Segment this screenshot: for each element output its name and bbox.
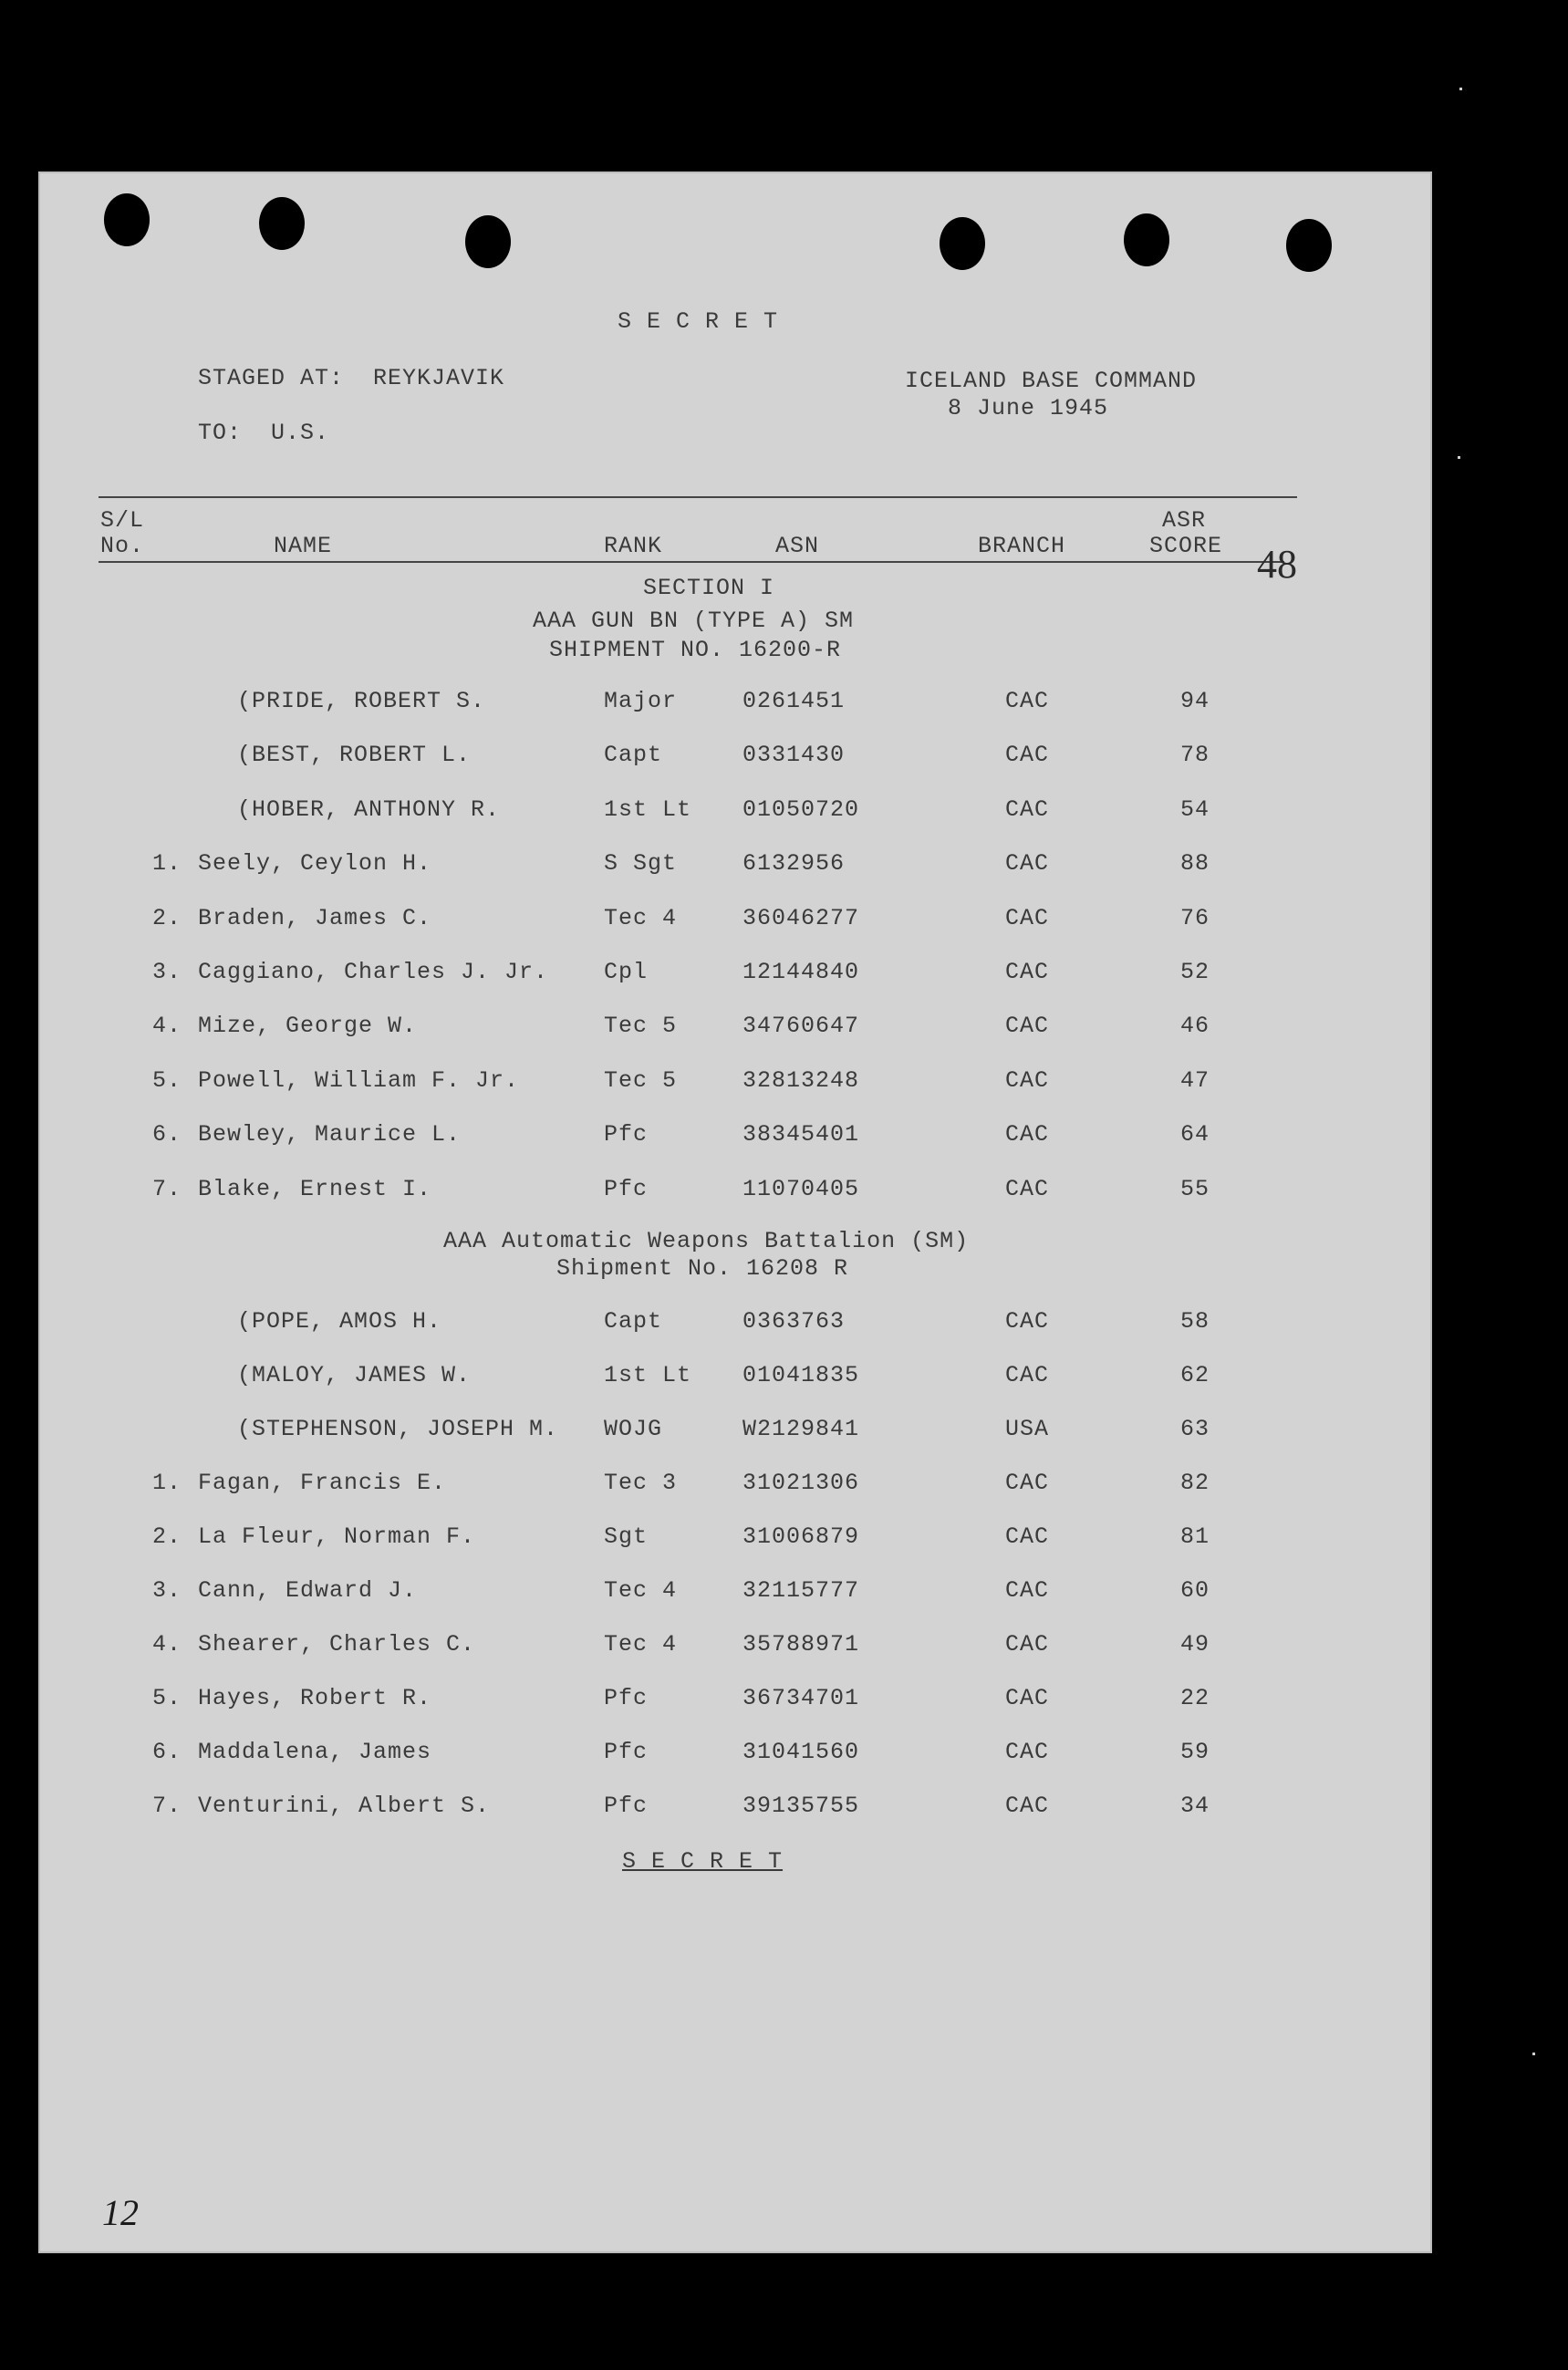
- handwritten-note: 12: [102, 2192, 139, 2233]
- table-row: [38, 1362, 1432, 1398]
- header-score: SCORE: [1149, 533, 1223, 559]
- branch: CAC: [1005, 1066, 1050, 1094]
- branch: CAC: [1005, 1739, 1050, 1765]
- film-speck: [1458, 456, 1460, 459]
- asr-score: 94: [1180, 688, 1210, 714]
- document-date: 8 June 1945: [948, 395, 1109, 421]
- rank: Tec 4: [604, 1631, 678, 1658]
- asr-score: 52: [1180, 959, 1210, 985]
- branch: CAC: [1005, 688, 1050, 714]
- branch: CAC: [1005, 959, 1050, 985]
- person-name: (MALOY, JAMES W.: [237, 1362, 472, 1388]
- person-name: (STEPHENSON, JOSEPH M.: [237, 1416, 559, 1442]
- asn: 32813248: [742, 1066, 860, 1094]
- rank: Pfc: [604, 1793, 649, 1819]
- rank: Tec 4: [604, 904, 678, 931]
- header-asn: ASN: [775, 533, 820, 559]
- person-name: (BEST, ROBERT L.: [237, 742, 472, 769]
- classification-top: S E C R E T: [618, 308, 779, 335]
- table-row: [38, 1631, 1432, 1668]
- table-row: [38, 1739, 1432, 1775]
- person-name: Shearer, Charles C.: [198, 1631, 476, 1658]
- row-number: 4.: [152, 1013, 182, 1040]
- row-number: 1.: [152, 850, 182, 878]
- branch: CAC: [1005, 1793, 1050, 1819]
- section-shipment: Shipment No. 16208 R: [556, 1255, 849, 1282]
- rank: Tec 4: [604, 1577, 678, 1604]
- asr-score: 59: [1180, 1739, 1210, 1765]
- branch: CAC: [1005, 1175, 1050, 1202]
- person-name: Mize, George W.: [198, 1013, 418, 1040]
- person-name: (POPE, AMOS H.: [237, 1308, 442, 1335]
- asn: 0363763: [742, 1308, 846, 1335]
- film-speck: [1532, 2053, 1535, 2055]
- row-number: 1.: [152, 1470, 182, 1496]
- table-row: [38, 796, 1432, 833]
- punch-hole: [465, 215, 511, 268]
- asn: 01050720: [742, 795, 860, 823]
- rank: WOJG: [604, 1416, 663, 1442]
- branch: CAC: [1005, 742, 1050, 769]
- row-number: 7.: [152, 1175, 182, 1202]
- document-page: [38, 172, 1432, 2253]
- table-row: [38, 959, 1432, 995]
- row-number: 3.: [152, 959, 182, 985]
- person-name: Venturini, Albert S.: [198, 1793, 491, 1819]
- punch-hole: [104, 193, 150, 246]
- asn: 39135755: [742, 1793, 860, 1819]
- person-name: Bewley, Maurice L.: [198, 1121, 462, 1149]
- branch: USA: [1005, 1416, 1050, 1442]
- header-sl: S/L: [100, 507, 145, 534]
- header-rank: RANK: [604, 533, 663, 559]
- table-row: [38, 742, 1432, 778]
- table-row: [38, 1308, 1432, 1345]
- rank: Tec 3: [604, 1470, 678, 1496]
- branch: CAC: [1005, 1470, 1050, 1496]
- person-name: (HOBER, ANTHONY R.: [237, 795, 501, 823]
- row-number: 7.: [152, 1793, 182, 1819]
- person-name: Powell, William F. Jr.: [198, 1066, 520, 1094]
- asn: W2129841: [742, 1416, 860, 1442]
- classification-bottom: S E C R E T: [622, 1848, 784, 1875]
- section-title: SECTION I: [643, 575, 775, 601]
- table-row: [38, 1416, 1432, 1452]
- branch: CAC: [1005, 1121, 1050, 1149]
- asn: 31021306: [742, 1470, 860, 1496]
- table-row: [38, 1067, 1432, 1104]
- row-number: 6.: [152, 1739, 182, 1765]
- asr-score: 76: [1180, 904, 1210, 931]
- person-name: Braden, James C.: [198, 904, 432, 931]
- asr-score: 22: [1180, 1685, 1210, 1711]
- asr-score: 78: [1180, 742, 1210, 769]
- person-name: Blake, Ernest I.: [198, 1175, 432, 1202]
- branch: CAC: [1005, 795, 1050, 823]
- rank: Major: [604, 688, 678, 714]
- branch: CAC: [1005, 1631, 1050, 1658]
- branch: CAC: [1005, 850, 1050, 878]
- person-name: Seely, Ceylon H.: [198, 850, 432, 878]
- asn: 35788971: [742, 1631, 860, 1658]
- person-name: Maddalena, James: [198, 1739, 432, 1765]
- asr-score: 88: [1180, 850, 1210, 878]
- asr-score: 60: [1180, 1577, 1210, 1604]
- person-name: La Fleur, Norman F.: [198, 1523, 476, 1550]
- asr-score: 81: [1180, 1523, 1210, 1550]
- asr-score: 58: [1180, 1308, 1210, 1335]
- table-row: [38, 905, 1432, 941]
- asr-score: 34: [1180, 1793, 1210, 1819]
- branch: CAC: [1005, 1362, 1050, 1388]
- asn: 0331430: [742, 742, 846, 769]
- staged-at: STAGED AT: REYKJAVIK: [198, 365, 505, 391]
- rank: Pfc: [604, 1739, 649, 1765]
- rank: Tec 5: [604, 1013, 678, 1040]
- rank: Capt: [604, 1308, 663, 1335]
- asr-score: 62: [1180, 1362, 1210, 1388]
- row-number: 5.: [152, 1685, 182, 1711]
- asn: 01041835: [742, 1362, 860, 1388]
- branch: CAC: [1005, 1308, 1050, 1335]
- asn: 36734701: [742, 1685, 860, 1711]
- header-rule-bottom: [99, 561, 1284, 563]
- punch-hole: [940, 217, 985, 270]
- branch: CAC: [1005, 1685, 1050, 1711]
- rank: Tec 5: [604, 1066, 678, 1094]
- person-name: Fagan, Francis E.: [198, 1470, 447, 1496]
- person-name: Caggiano, Charles J. Jr.: [198, 959, 549, 985]
- punch-hole: [259, 197, 305, 250]
- rank: 1st Lt: [604, 1362, 692, 1388]
- table-row: [38, 1121, 1432, 1158]
- person-name: Cann, Edward J.: [198, 1577, 418, 1604]
- destination: TO: U.S.: [198, 420, 330, 446]
- punch-hole: [1124, 213, 1169, 266]
- table-row: [38, 688, 1432, 724]
- page-number: 48: [1257, 542, 1297, 587]
- asn: 34760647: [742, 1013, 860, 1040]
- asr-score: 47: [1180, 1066, 1210, 1094]
- asr-score: 49: [1180, 1631, 1210, 1658]
- table-row: [38, 1470, 1432, 1506]
- row-number: 5.: [152, 1066, 182, 1094]
- header-sl-no: No.: [100, 533, 145, 559]
- row-number: 6.: [152, 1121, 182, 1149]
- asn: 12144840: [742, 959, 860, 985]
- asn: 36046277: [742, 904, 860, 931]
- header-name: NAME: [274, 533, 333, 559]
- asn: 38345401: [742, 1121, 860, 1149]
- header-asr: ASR: [1162, 507, 1207, 534]
- asr-score: 55: [1180, 1175, 1210, 1202]
- asn: 11070405: [742, 1175, 860, 1202]
- table-row: [38, 1013, 1432, 1049]
- table-row: [38, 1523, 1432, 1560]
- header-branch: BRANCH: [978, 533, 1066, 559]
- branch: CAC: [1005, 904, 1050, 931]
- asn: 6132956: [742, 850, 846, 878]
- rank: Sgt: [604, 1523, 649, 1550]
- rank: Cpl: [604, 959, 649, 985]
- asr-score: 63: [1180, 1416, 1210, 1442]
- rank: Capt: [604, 742, 663, 769]
- branch: CAC: [1005, 1013, 1050, 1040]
- table-row: [38, 1176, 1432, 1212]
- header-rule-top: [99, 496, 1297, 498]
- punch-hole: [1286, 219, 1332, 272]
- rank: 1st Lt: [604, 795, 692, 823]
- section-title: AAA Automatic Weapons Battalion (SM): [443, 1228, 970, 1254]
- branch: CAC: [1005, 1577, 1050, 1604]
- branch: CAC: [1005, 1523, 1050, 1550]
- asn: 0261451: [742, 688, 846, 714]
- row-number: 3.: [152, 1577, 182, 1604]
- command-name: ICELAND BASE COMMAND: [905, 368, 1198, 394]
- section-subtitle: AAA GUN BN (TYPE A) SM: [533, 608, 855, 634]
- asr-score: 82: [1180, 1470, 1210, 1496]
- rank: Pfc: [604, 1175, 649, 1202]
- row-number: 2.: [152, 1523, 182, 1550]
- section-shipment: SHIPMENT NO. 16200-R: [549, 637, 842, 663]
- table-row: [38, 1793, 1432, 1829]
- asr-score: 64: [1180, 1121, 1210, 1149]
- asn: 31006879: [742, 1523, 860, 1550]
- rank: S Sgt: [604, 850, 678, 878]
- person-name: (PRIDE, ROBERT S.: [237, 688, 486, 714]
- rank: Pfc: [604, 1685, 649, 1711]
- asr-score: 54: [1180, 795, 1210, 823]
- asn: 31041560: [742, 1739, 860, 1765]
- asr-score: 46: [1180, 1013, 1210, 1040]
- row-number: 4.: [152, 1631, 182, 1658]
- table-row: [38, 1685, 1432, 1721]
- film-speck: [1459, 88, 1462, 90]
- rank: Pfc: [604, 1121, 649, 1149]
- table-row: [38, 1577, 1432, 1614]
- person-name: Hayes, Robert R.: [198, 1685, 432, 1711]
- row-number: 2.: [152, 904, 182, 931]
- asn: 32115777: [742, 1577, 860, 1604]
- table-row: [38, 850, 1432, 887]
